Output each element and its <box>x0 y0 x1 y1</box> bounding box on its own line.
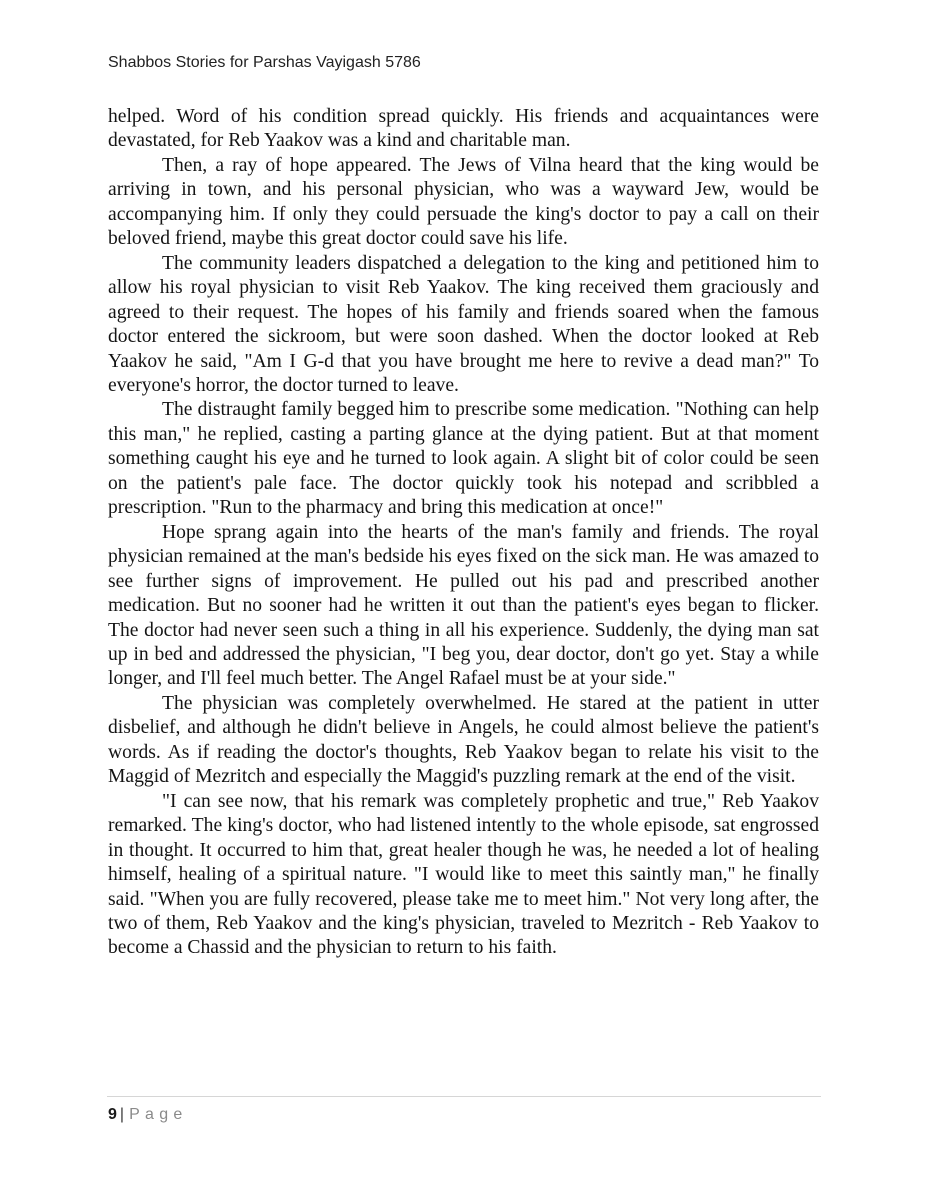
footer-divider <box>107 1096 821 1097</box>
paragraph: The physician was completely overwhelmed. He stared at the patient in utter disbelief, and although he didn't believe in Angels, he could almost believe the patient's words. As if reading the doctor's thoughts, Reb Yaakov began to relate his visit to the Maggid of Mezritch and especially the Maggid's puzzling remark at the end of the visit. <box>108 692 819 788</box>
page-number: 9 <box>108 1106 117 1123</box>
paragraph: "I can see now, that his remark was completely prophetic and true," Reb Yaakov remarked. The king's doctor, who had listened intently to the whole episode, sat engrossed in thought. It occurred to him that, great healer though he was, he needed a lot of healing himself, healing of a spiritual nature. "I would like to meet this saintly man," he finally said. "When you are fully recovered, please take me to meet him." Not very long after, the two of them, Reb Yaakov and the king's physician, traveled to Mezritch - Reb Yaakov to become a Chassid and the physician to return to his faith. <box>108 790 819 959</box>
footer-page-label: Page <box>129 1106 188 1123</box>
paragraph: Then, a ray of hope appeared. The Jews of Vilna heard that the king would be arriving in town, and his personal physician, who was a wayward Jew, would be accompanying him. If only they could persuade the king's doctor to pay a call on their beloved friend, maybe this great doctor could save his life. <box>108 154 819 250</box>
paragraph: The distraught family begged him to prescribe some medication. "Nothing can help this man," he replied, casting a parting glance at the dying patient. But at that moment something caught his eye and he turned to look again. A slight bit of color could be seen on the patient's pale face. The doctor quickly took his notepad and scribbled a prescription. "Run to the pharmacy and bring this medication at once!" <box>108 399 819 519</box>
paragraph: The community leaders dispatched a delegation to the king and petitioned him to allow his royal physician to visit Reb Yaakov. The king received them graciously and agreed to their request. The hopes of his family and friends soared when the famous doctor entered the sickroom, but were soon dashed. When the doctor looked at Reb Yaakov he said, "Am I G-d that you have brought me here to revive a dead man?" To everyone's horror, the doctor turned to leave. <box>108 252 819 396</box>
running-header-title: Shabbos Stories for Parshas Vayigash 5786 <box>108 54 421 71</box>
page-footer <box>108 1105 188 1125</box>
paragraph: helped. Word of his condition spread quickly. His friends and acquaintances were devastated, for Reb Yaakov was a kind and charitable man. <box>108 106 819 152</box>
paragraph: Hope sprang again into the hearts of the man's family and friends. The royal physician remained at the man's bedside his eyes fixed on the sick man. He was amazed to see further signs of improvement. He pulled out his pad and prescribed another medication. But no sooner had he written it out than the patient's eyes began to flicker. The doctor had never seen such a thing in all his experience. Suddenly, the dying man sat up in bed and addressed the physician, "I beg you, dear doctor, don't go yet. Stay a while longer, and I'll feel much better. The Angel Rafael must be at your side." <box>108 521 819 690</box>
document-body <box>108 105 819 961</box>
footer-separator: | <box>119 1106 125 1123</box>
